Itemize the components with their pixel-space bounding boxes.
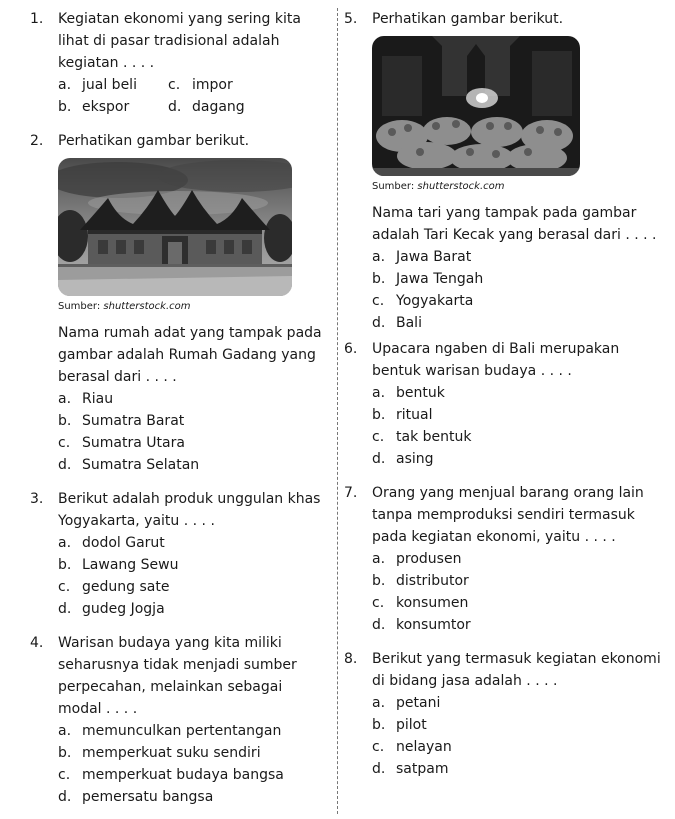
option-d[interactable]: d. satpam bbox=[372, 761, 449, 777]
column-divider bbox=[337, 8, 338, 814]
answer-options bbox=[344, 382, 664, 470]
rumah-gadang-photo bbox=[58, 158, 292, 296]
option-a[interactable]: a. bentuk bbox=[372, 385, 445, 401]
option-a[interactable]: a. Riau bbox=[58, 391, 114, 407]
question-5 bbox=[344, 8, 664, 334]
question-3 bbox=[30, 488, 330, 620]
question-number: 1. bbox=[30, 11, 44, 27]
answer-options bbox=[30, 74, 330, 118]
option-a[interactable]: a. Jawa Barat bbox=[372, 249, 472, 265]
option-c[interactable]: c. Yogyakarta bbox=[372, 293, 474, 309]
option-c[interactable]: c. konsumen bbox=[372, 595, 469, 611]
answer-options bbox=[30, 388, 330, 476]
question-4 bbox=[30, 632, 330, 808]
option-b[interactable]: b. Sumatra Barat bbox=[58, 413, 185, 429]
question-number: 4. bbox=[30, 635, 44, 651]
question-intro: Perhatikan gambar berikut. bbox=[58, 133, 250, 149]
question-text: Berikut adalah produk unggulan khas Yogyakarta, yaitu . . . . bbox=[58, 491, 321, 529]
question-number: 8. bbox=[344, 651, 358, 667]
question-number: 3. bbox=[30, 491, 44, 507]
option-a[interactable]: a. petani bbox=[372, 695, 441, 711]
answer-options bbox=[344, 692, 664, 780]
option-b[interactable]: b. distributor bbox=[372, 573, 469, 589]
option-c[interactable]: c. nelayan bbox=[372, 739, 452, 755]
option-d[interactable]: d. Bali bbox=[372, 315, 422, 331]
option-b[interactable]: b. pilot bbox=[372, 717, 427, 733]
option-b[interactable]: b. ritual bbox=[372, 407, 433, 423]
option-a[interactable]: a. memunculkan pertentangan bbox=[58, 723, 282, 739]
question-text: Nama rumah adat yang tampak pada gambar adalah Rumah Gadang yang berasal dari . . . . bbox=[58, 325, 322, 385]
question-intro: Perhatikan gambar berikut. bbox=[372, 11, 564, 27]
question-text: Upacara ngaben di Bali merupakan bentuk warisan budaya . . . . bbox=[372, 341, 620, 379]
question-8 bbox=[344, 648, 664, 780]
question-text: Nama tari yang tampak pada gambar adalah Tari Kecak yang berasal dari . . . . bbox=[372, 205, 657, 243]
left-column bbox=[30, 8, 330, 808]
question-7 bbox=[344, 482, 664, 636]
question-1 bbox=[30, 8, 330, 118]
option-c[interactable]: c. impor bbox=[168, 77, 233, 93]
option-a[interactable]: a. dodol Garut bbox=[58, 535, 165, 551]
image-source: Sumber: shutterstock.com bbox=[58, 301, 191, 312]
answer-options bbox=[30, 532, 330, 620]
question-2 bbox=[30, 130, 330, 476]
answer-options bbox=[30, 720, 330, 808]
question-number: 7. bbox=[344, 485, 358, 501]
tari-kecak-photo bbox=[372, 36, 580, 176]
image-source: Sumber: shutterstock.com bbox=[372, 181, 505, 192]
option-d[interactable]: d. pemersatu bangsa bbox=[58, 789, 214, 805]
option-c[interactable]: c. Sumatra Utara bbox=[58, 435, 185, 451]
question-text: Warisan budaya yang kita miliki seharusnya tidak menjadi sumber perpecahan, melainkan sebagai modal . . . . bbox=[58, 635, 297, 717]
answer-options bbox=[344, 548, 664, 636]
option-d[interactable]: d. asing bbox=[372, 451, 434, 467]
option-d[interactable]: d. Sumatra Selatan bbox=[58, 457, 200, 473]
option-b[interactable]: b. Lawang Sewu bbox=[58, 557, 179, 573]
question-text: Orang yang menjual barang orang lain tanpa memproduksi sendiri termasuk pada kegiatan ekonomi, yaitu . . . . bbox=[372, 485, 644, 545]
option-c[interactable]: c. tak bentuk bbox=[372, 429, 472, 445]
question-number: 6. bbox=[344, 341, 358, 357]
option-a[interactable]: a. produsen bbox=[372, 551, 462, 567]
option-d[interactable]: d. gudeg Jogja bbox=[58, 601, 165, 617]
question-number: 2. bbox=[30, 133, 44, 149]
option-b[interactable]: b. Jawa Tengah bbox=[372, 271, 484, 287]
answer-options bbox=[344, 246, 664, 334]
option-d[interactable]: d. konsumtor bbox=[372, 617, 471, 633]
option-c[interactable]: c. gedung sate bbox=[58, 579, 170, 595]
question-text: Berikut yang termasuk kegiatan ekonomi di bidang jasa adalah . . . . bbox=[372, 651, 661, 689]
option-c[interactable]: c. memperkuat budaya bangsa bbox=[58, 767, 284, 783]
question-6 bbox=[344, 338, 664, 470]
option-b[interactable]: b. ekspor bbox=[58, 99, 130, 115]
option-d[interactable]: d. dagang bbox=[168, 99, 245, 115]
question-number: 5. bbox=[344, 11, 358, 27]
option-a[interactable]: a. jual beli bbox=[58, 77, 137, 93]
option-b[interactable]: b. memperkuat suku sendiri bbox=[58, 745, 261, 761]
right-column bbox=[344, 8, 664, 780]
question-text: Kegiatan ekonomi yang sering kita lihat di pasar tradisional adalah kegiatan . . . . bbox=[58, 11, 301, 71]
